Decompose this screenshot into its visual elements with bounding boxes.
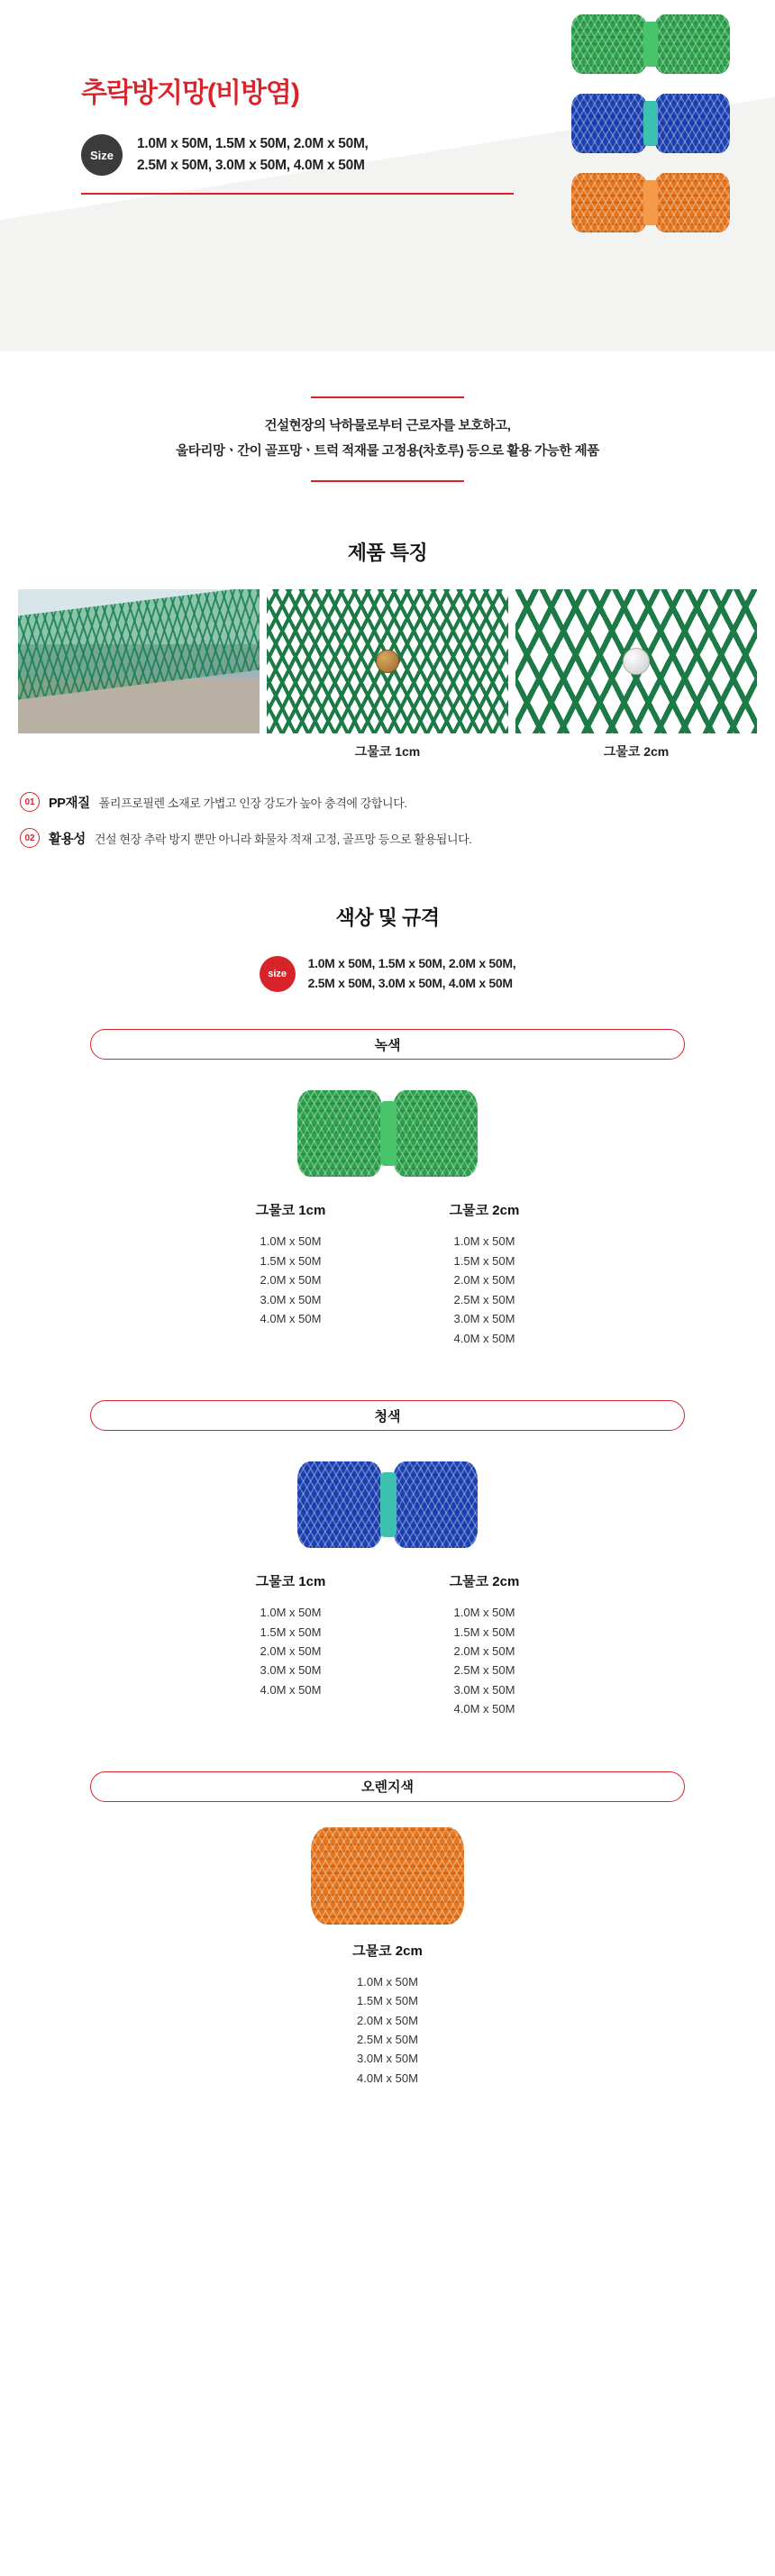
feature-text: 폴리프로필렌 소재로 가볍고 인장 강도가 높아 충격에 강합니다.	[98, 796, 407, 810]
list-item: 3.0M x 50M	[260, 1663, 322, 1678]
list-item: 4.0M x 50M	[357, 2071, 418, 2085]
feature-item	[20, 820, 755, 856]
photo-caption-0	[18, 742, 260, 760]
spec-columns-green	[0, 1200, 775, 1348]
spec-list	[388, 1232, 581, 1348]
color-name-orange: 오렌지색	[90, 1771, 685, 1802]
list-item: 1.0M x 50M	[357, 1974, 418, 1989]
list-item: 2.0M x 50M	[357, 2013, 418, 2027]
roll-bale-right	[654, 14, 730, 74]
roll-bale-left	[297, 1461, 382, 1548]
spec-columns-orange	[0, 1941, 775, 2089]
feature-photo-captions	[0, 742, 775, 760]
feature-number: 02	[20, 828, 40, 848]
spec-column-header: 그물코 2cm	[449, 1203, 520, 1219]
color-name-green: 녹색	[90, 1029, 685, 1060]
list-item: 3.0M x 50M	[357, 2052, 418, 2066]
spec-title: 색상 및 규격	[335, 906, 440, 930]
hero-product-images	[570, 9, 732, 238]
list-item: 2.5M x 50M	[357, 2033, 418, 2047]
list-item: 3.0M x 50M	[453, 1312, 515, 1326]
intro-bottom-rule	[311, 480, 464, 482]
feature-photo-site	[18, 589, 260, 733]
list-item: 1.0M x 50M	[453, 1606, 515, 1620]
list-item: 1.0M x 50M	[260, 1606, 322, 1620]
spec-column-header: 그물코 2cm	[352, 1943, 423, 1959]
spec-list	[291, 1972, 485, 2089]
list-item: 2.0M x 50M	[260, 1643, 322, 1658]
color-image-orange	[0, 1827, 775, 1925]
spec-column-header: 그물코 2cm	[449, 1574, 520, 1590]
list-item: 4.0M x 50M	[260, 1312, 322, 1326]
roll-tie	[643, 180, 658, 225]
color-name-blue: 청색	[90, 1400, 685, 1431]
spec-list	[194, 1603, 388, 1699]
feature-photo-row	[0, 589, 775, 733]
list-item: 2.0M x 50M	[453, 1273, 515, 1288]
scale-coin-icon	[376, 650, 399, 673]
list-item: 3.0M x 50M	[453, 1682, 515, 1697]
list-item: 1.5M x 50M	[260, 1625, 322, 1639]
feature-text: 건설 현장 추락 방지 뿐만 아니라 화물차 적재 고정, 골프망 등으로 활용됩니다.	[94, 832, 472, 846]
feature-photo-mesh-2cm	[515, 589, 757, 733]
intro-section	[0, 351, 775, 491]
list-item: 2.0M x 50M	[453, 1643, 515, 1658]
product-roll-orange-image	[311, 1827, 464, 1925]
features-section	[0, 538, 775, 856]
feature-label: 활용성	[49, 832, 86, 847]
list-item: 2.5M x 50M	[453, 1663, 515, 1678]
spec-size-line-2: 2.5M x 50M, 3.0M x 50M, 4.0M x 50M	[307, 975, 513, 990]
hero-size-line-2: 2.5M x 50M, 3.0M x 50M, 4.0M x 50M	[137, 158, 365, 174]
list-item: 1.5M x 50M	[453, 1625, 515, 1639]
list-item: 1.5M x 50M	[357, 1994, 418, 2008]
roll-bale-left	[571, 173, 647, 232]
spec-list	[388, 1603, 581, 1719]
feature-list	[0, 784, 775, 856]
spec-size-line-1: 1.0M x 50M, 1.5M x 50M, 2.0M x 50M,	[307, 956, 516, 971]
roll-tie	[643, 22, 658, 67]
hero-size-lines	[137, 133, 369, 177]
intro-top-rule	[311, 396, 464, 398]
page-title: 추락방지망(비방염)	[81, 78, 299, 108]
spec-column-header: 그물코 1cm	[255, 1203, 326, 1219]
photo-caption-1: 그물코 1cm	[354, 744, 421, 760]
feature-photo-mesh-1cm	[267, 589, 508, 733]
intro-line-2: 울타리망ㆍ간이 골프망ㆍ트럭 적재물 고정용(차호루) 등으로 활용 가능한 제품	[176, 443, 599, 459]
list-item: 4.0M x 50M	[453, 1331, 515, 1345]
spec-column-header: 그물코 1cm	[255, 1574, 326, 1590]
color-image-green	[0, 1085, 775, 1184]
product-roll-blue-image	[297, 1456, 478, 1555]
spec-column	[388, 1200, 581, 1348]
spec-column	[194, 1200, 388, 1348]
feature-item	[20, 784, 755, 820]
list-item: 1.0M x 50M	[453, 1234, 515, 1249]
color-block-orange	[0, 1771, 775, 2089]
features-title: 제품 특징	[347, 542, 428, 565]
roll-bale-left	[571, 14, 647, 74]
roll-bale-left	[297, 1090, 382, 1177]
product-roll-orange-image	[570, 168, 732, 238]
list-item: 4.0M x 50M	[260, 1682, 322, 1697]
spec-section	[0, 903, 775, 2088]
feature-label: PP재질	[49, 796, 90, 811]
hero-size-row	[81, 133, 541, 177]
roll-bale-left	[571, 94, 647, 153]
hero-divider	[81, 193, 514, 195]
product-roll-blue-image	[570, 88, 732, 159]
photo-caption-2: 그물코 2cm	[603, 744, 670, 760]
spec-list	[194, 1232, 388, 1328]
spec-column	[194, 1571, 388, 1719]
roll-bale-right	[393, 1461, 478, 1548]
roll-tie	[643, 101, 658, 146]
list-item: 3.0M x 50M	[260, 1292, 322, 1306]
spec-size-row	[0, 954, 775, 993]
spec-column	[388, 1571, 581, 1719]
feature-number: 01	[20, 792, 40, 812]
scale-coin-icon	[623, 648, 650, 675]
color-image-blue	[0, 1456, 775, 1555]
spec-size-lines	[308, 954, 516, 993]
roll-bale-right	[393, 1090, 478, 1177]
roll-bale-right	[654, 94, 730, 153]
spec-column	[291, 1941, 485, 2089]
intro-line-1: 건설현장의 낙하물로부터 근로자를 보호하고,	[264, 419, 511, 433]
list-item: 1.0M x 50M	[260, 1234, 322, 1249]
color-block-green	[0, 1029, 775, 1348]
list-item: 1.5M x 50M	[453, 1253, 515, 1268]
product-roll-green-image	[297, 1085, 478, 1184]
size-badge: Size	[81, 134, 123, 176]
list-item: 1.5M x 50M	[260, 1253, 322, 1268]
hero-text-block	[0, 0, 541, 195]
list-item: 2.5M x 50M	[453, 1292, 515, 1306]
color-block-blue	[0, 1400, 775, 1719]
list-item: 4.0M x 50M	[453, 1702, 515, 1716]
spec-columns-blue	[0, 1571, 775, 1719]
hero-section	[0, 0, 775, 351]
spec-size-badge: size	[260, 956, 296, 992]
product-roll-green-image	[570, 9, 732, 79]
roll-tie	[380, 1101, 397, 1166]
roll-bale-right	[654, 173, 730, 232]
hero-size-line-1: 1.0M x 50M, 1.5M x 50M, 2.0M x 50M,	[137, 136, 369, 151]
roll-tie	[380, 1472, 397, 1537]
list-item: 2.0M x 50M	[260, 1273, 322, 1288]
